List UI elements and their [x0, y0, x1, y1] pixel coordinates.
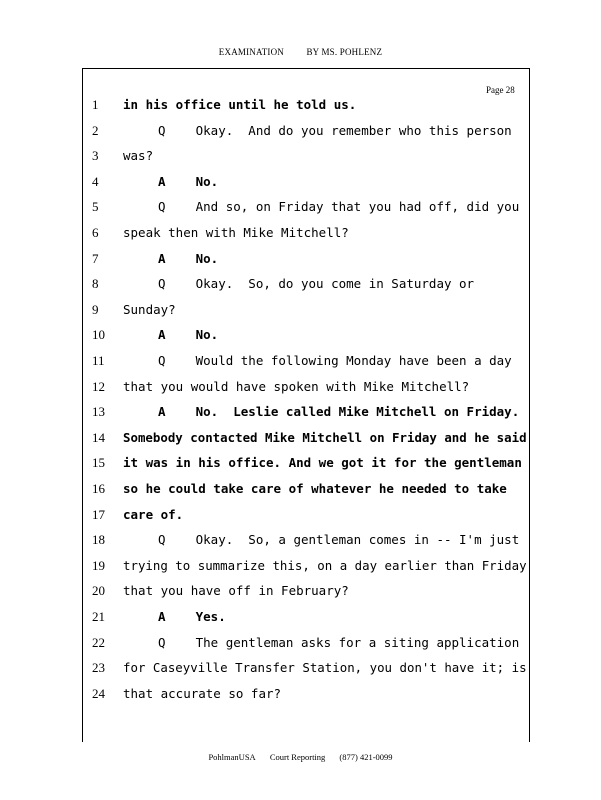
line-text: Q The gentleman asks for a siting application — [158, 634, 520, 650]
line-number: 2 — [92, 122, 99, 138]
line-text: A No. — [158, 173, 219, 189]
transcript-line — [0, 276, 601, 296]
line-text: Sunday? — [123, 301, 176, 317]
transcript-line — [0, 123, 601, 143]
line-number: 17 — [92, 506, 105, 522]
page-header — [0, 47, 601, 57]
line-text: for Caseyville Transfer Station, you don't have it; is — [123, 660, 527, 676]
line-number: 8 — [92, 276, 99, 292]
line-number: 13 — [92, 404, 105, 420]
transcript-line — [0, 609, 601, 629]
transcript-line — [0, 507, 601, 527]
line-number: 20 — [92, 583, 105, 599]
line-text: Q Okay. So, a gentleman comes in -- I'm just — [158, 532, 520, 548]
line-text: A Yes. — [158, 609, 226, 624]
line-text: was? — [123, 148, 154, 164]
line-text: speak then with Mike Mitchell? — [123, 225, 349, 240]
line-text: A No. Leslie called Mike Mitchell on Friday. — [158, 404, 520, 420]
transcript-line — [0, 353, 601, 373]
line-text: that you would have spoken with Mike Mitchell? — [123, 378, 470, 394]
line-number: 18 — [92, 532, 105, 548]
line-number: 7 — [92, 250, 99, 266]
line-number: 15 — [92, 455, 105, 471]
transcript-line — [0, 635, 601, 655]
line-number: 9 — [92, 301, 99, 317]
transcript-line — [0, 379, 601, 399]
line-number: 5 — [92, 199, 99, 215]
transcript-line — [0, 148, 601, 168]
line-number: 23 — [92, 660, 105, 676]
line-text: care of. — [123, 506, 184, 522]
line-text: trying to summarize this, on a day earlier than Friday — [123, 557, 527, 573]
header-examination: EXAMINATION — [218, 47, 284, 57]
line-number: 16 — [92, 481, 105, 496]
line-text: A No. — [158, 250, 219, 266]
line-text: so he could take care of whatever he needed to take — [123, 481, 507, 496]
line-number: 21 — [92, 609, 105, 624]
transcript-line — [0, 251, 601, 271]
transcript-line — [0, 660, 601, 680]
transcript-line — [0, 455, 601, 475]
transcript-line — [0, 430, 601, 450]
line-number: 19 — [92, 557, 105, 573]
line-number: 14 — [92, 429, 105, 445]
line-text: that you have off in February? — [123, 583, 349, 599]
footer-company: PohlmanUSA — [208, 752, 256, 762]
line-number: 11 — [92, 353, 105, 368]
transcript-line — [0, 532, 601, 552]
transcript-line — [0, 481, 601, 501]
footer-service: Court Reporting — [269, 752, 326, 762]
line-text: A No. — [158, 327, 219, 343]
transcript-line — [0, 327, 601, 347]
page-number: Page 28 — [486, 85, 515, 95]
line-text: Q Would the following Monday have been a day — [158, 353, 512, 368]
line-text: it was in his office. And we got it for the gentleman — [123, 455, 522, 471]
line-number: 12 — [92, 378, 105, 394]
line-number: 10 — [92, 327, 105, 343]
transcript-line — [0, 225, 601, 245]
transcript-line — [0, 97, 601, 117]
line-number: 4 — [92, 173, 99, 189]
line-text: Q And so, on Friday that you had off, did you — [158, 199, 520, 215]
transcript-line — [0, 174, 601, 194]
line-number: 1 — [92, 97, 99, 112]
transcript-line — [0, 583, 601, 603]
line-number: 24 — [92, 685, 105, 701]
transcript-line — [0, 686, 601, 706]
transcript-line — [0, 404, 601, 424]
header-examiner: BY MS. POHLENZ — [306, 47, 383, 57]
line-number: 6 — [92, 225, 99, 240]
transcript-line — [0, 558, 601, 578]
line-text: Somebody contacted Mike Mitchell on Friday and he said — [123, 429, 527, 445]
line-text: in his office until he told us. — [123, 97, 357, 112]
line-number: 22 — [92, 634, 105, 650]
line-text: Q Okay. And do you remember who this person — [158, 122, 512, 138]
line-number: 3 — [92, 148, 99, 164]
footer-phone: (877) 421-0099 — [339, 752, 393, 762]
transcript-line — [0, 199, 601, 219]
page-footer — [0, 752, 601, 762]
line-text: Q Okay. So, do you come in Saturday or — [158, 276, 475, 292]
transcript-line — [0, 302, 601, 322]
line-text: that accurate so far? — [123, 685, 282, 701]
